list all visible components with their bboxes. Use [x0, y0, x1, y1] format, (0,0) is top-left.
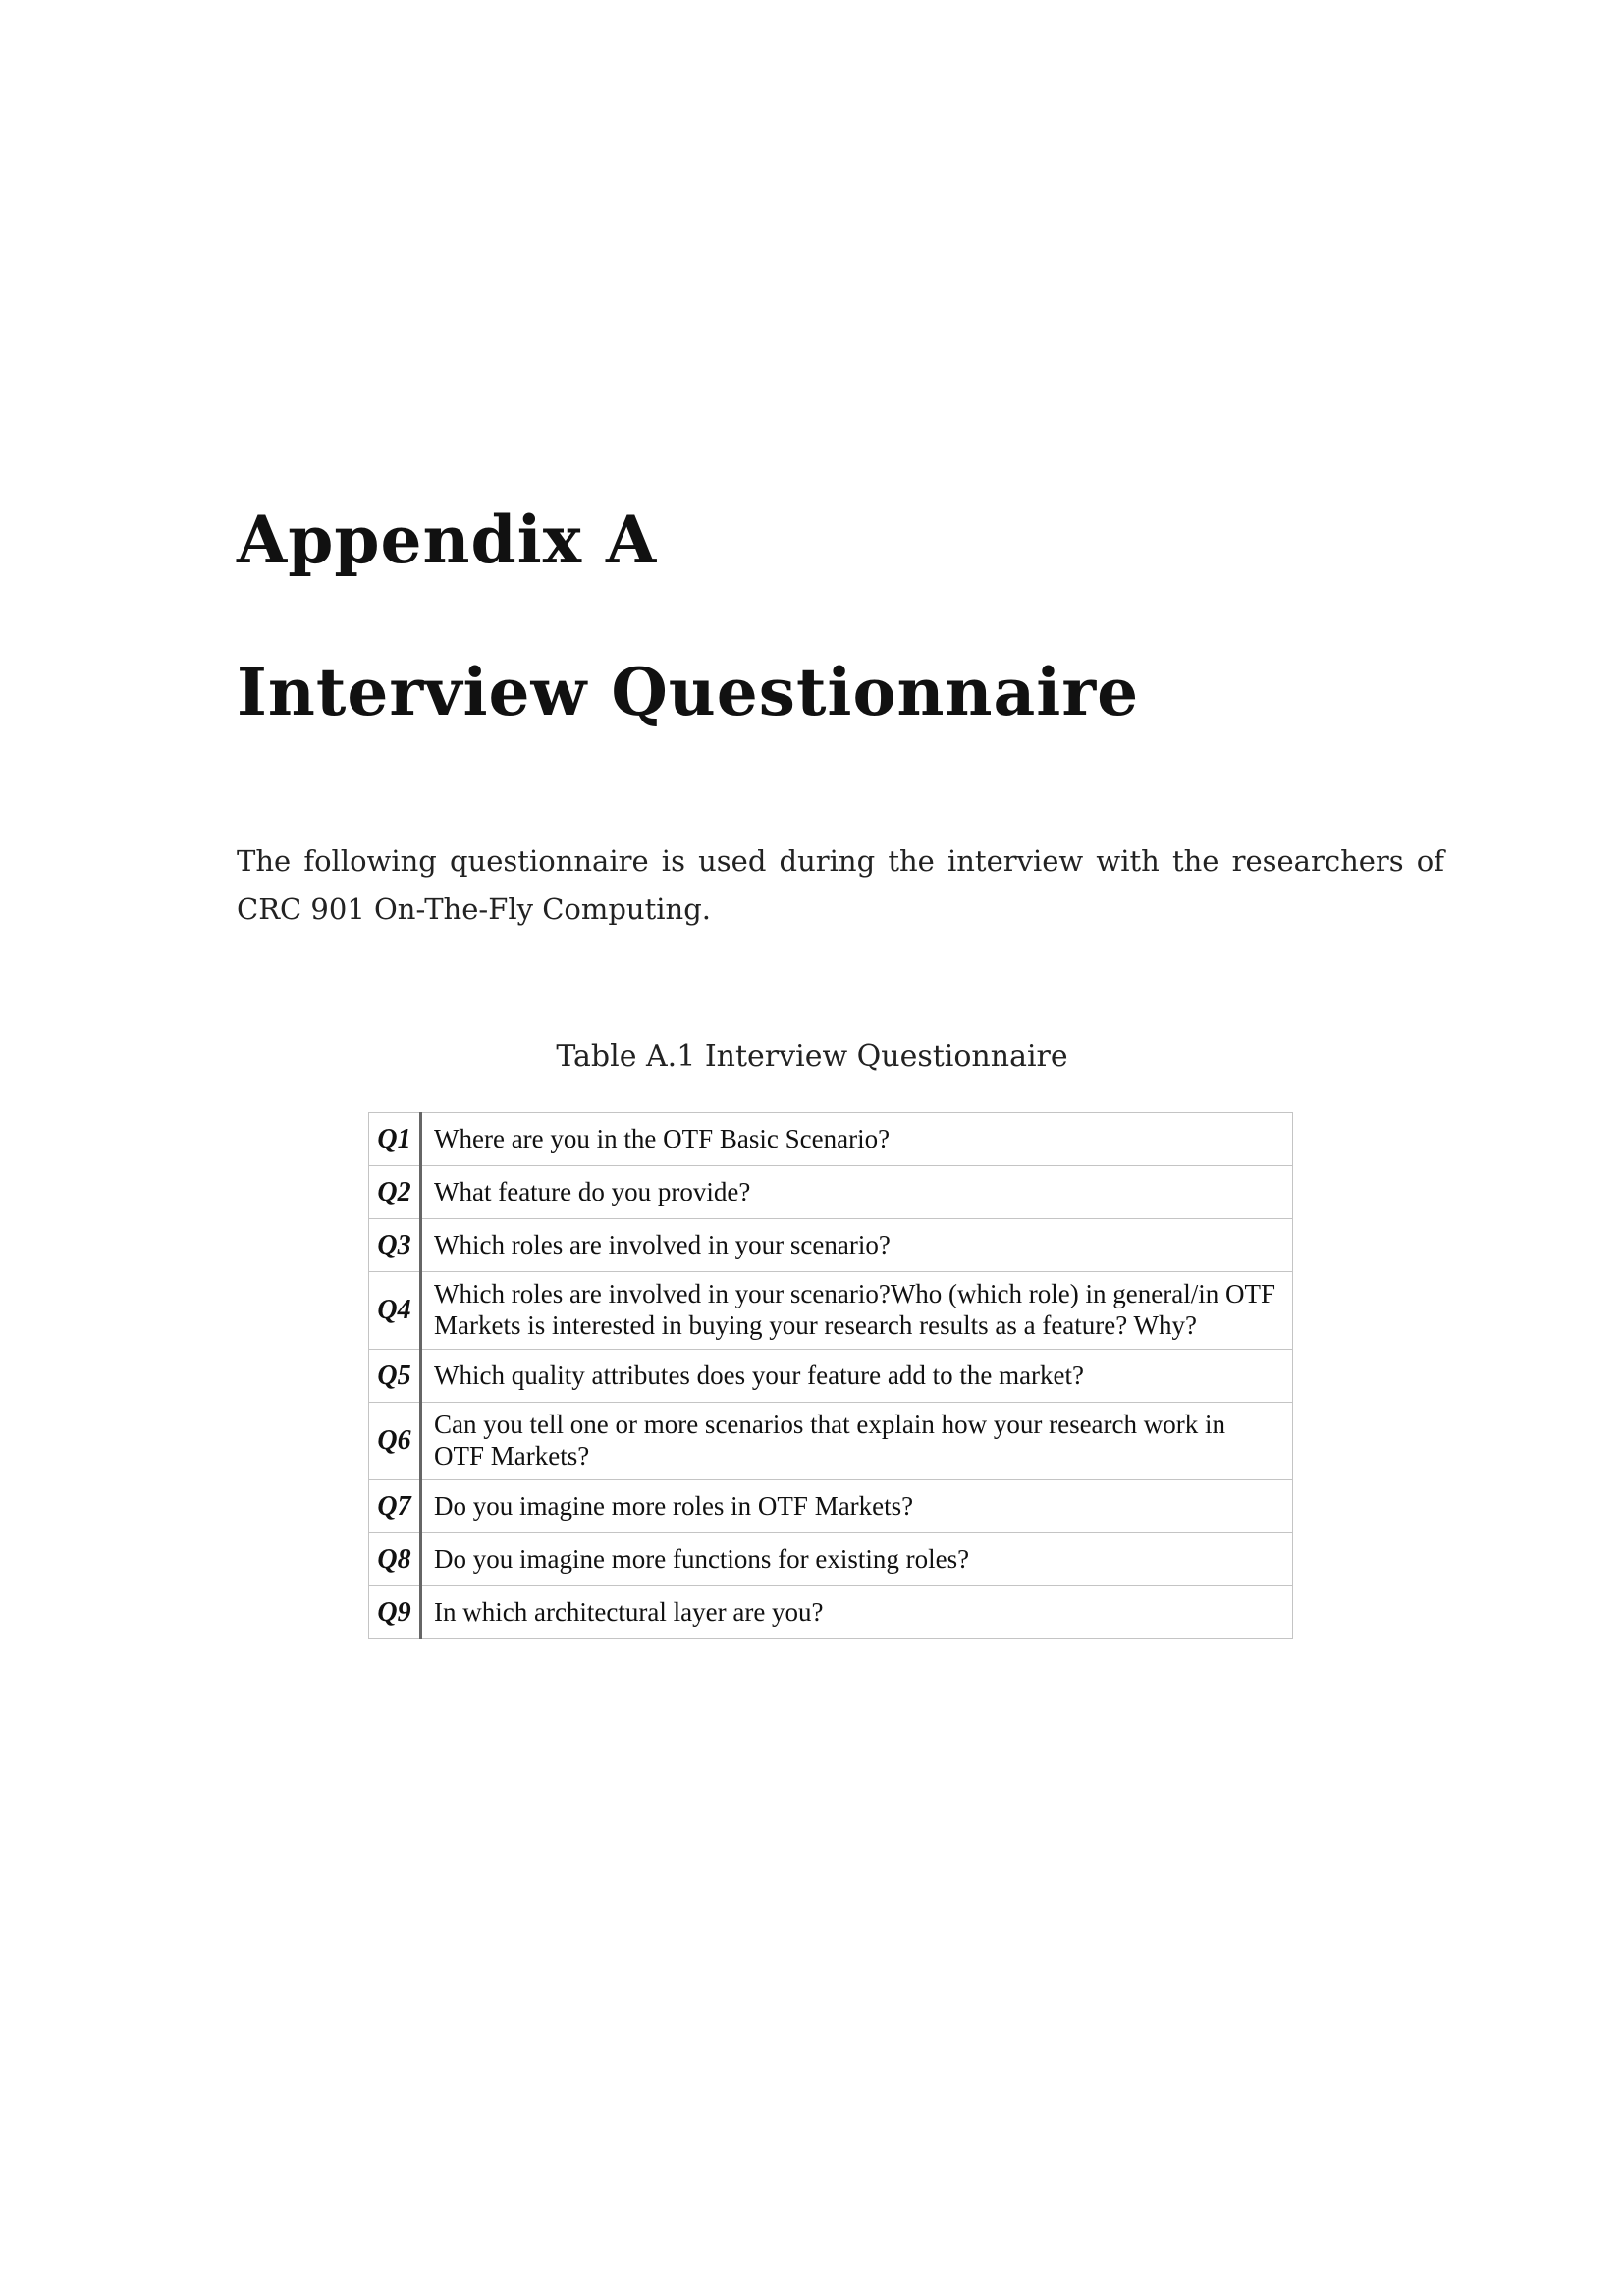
table-row — [369, 1113, 1293, 1166]
table-row — [369, 1586, 1293, 1639]
question-text: In which architectural layer are you? — [421, 1586, 1293, 1639]
question-id: Q1 — [369, 1113, 421, 1166]
table-row — [369, 1480, 1293, 1533]
question-id: Q7 — [369, 1480, 421, 1533]
intro-paragraph: The following questionnaire is used during the interview with the researchers of CRC 901 On-The-Fly Computing. — [237, 844, 1444, 926]
table-caption: Table A.1 Interview Questionnaire — [556, 1040, 1068, 1074]
question-id: Q9 — [369, 1586, 421, 1639]
question-text: Do you imagine more roles in OTF Markets? — [421, 1480, 1293, 1533]
question-id: Q5 — [369, 1350, 421, 1403]
question-id: Q4 — [369, 1272, 421, 1350]
question-text: Which roles are involved in your scenario?Who (which role) in general/in OTF Markets is interested in buying your research results as a feature? Why? — [421, 1272, 1293, 1350]
table-row — [369, 1403, 1293, 1480]
questionnaire-table — [368, 1112, 1293, 1639]
table-row — [369, 1533, 1293, 1586]
question-text: Where are you in the OTF Basic Scenario? — [421, 1113, 1293, 1166]
question-text: Can you tell one or more scenarios that explain how your research work in OTF Markets? — [421, 1403, 1293, 1480]
question-text: Do you imagine more functions for existing roles? — [421, 1533, 1293, 1586]
table-row — [369, 1219, 1293, 1272]
table-row — [369, 1166, 1293, 1219]
question-id: Q8 — [369, 1533, 421, 1586]
question-text: Which quality attributes does your feature add to the market? — [421, 1350, 1293, 1403]
question-id: Q2 — [369, 1166, 421, 1219]
question-id: Q6 — [369, 1403, 421, 1480]
question-text: What feature do you provide? — [421, 1166, 1293, 1219]
question-id: Q3 — [369, 1219, 421, 1272]
table-row — [369, 1272, 1293, 1350]
question-text: Which roles are involved in your scenario? — [421, 1219, 1293, 1272]
chapter-title: Interview Questionnaire — [237, 654, 1140, 730]
appendix-label: Appendix A — [237, 502, 658, 578]
table-row — [369, 1350, 1293, 1403]
